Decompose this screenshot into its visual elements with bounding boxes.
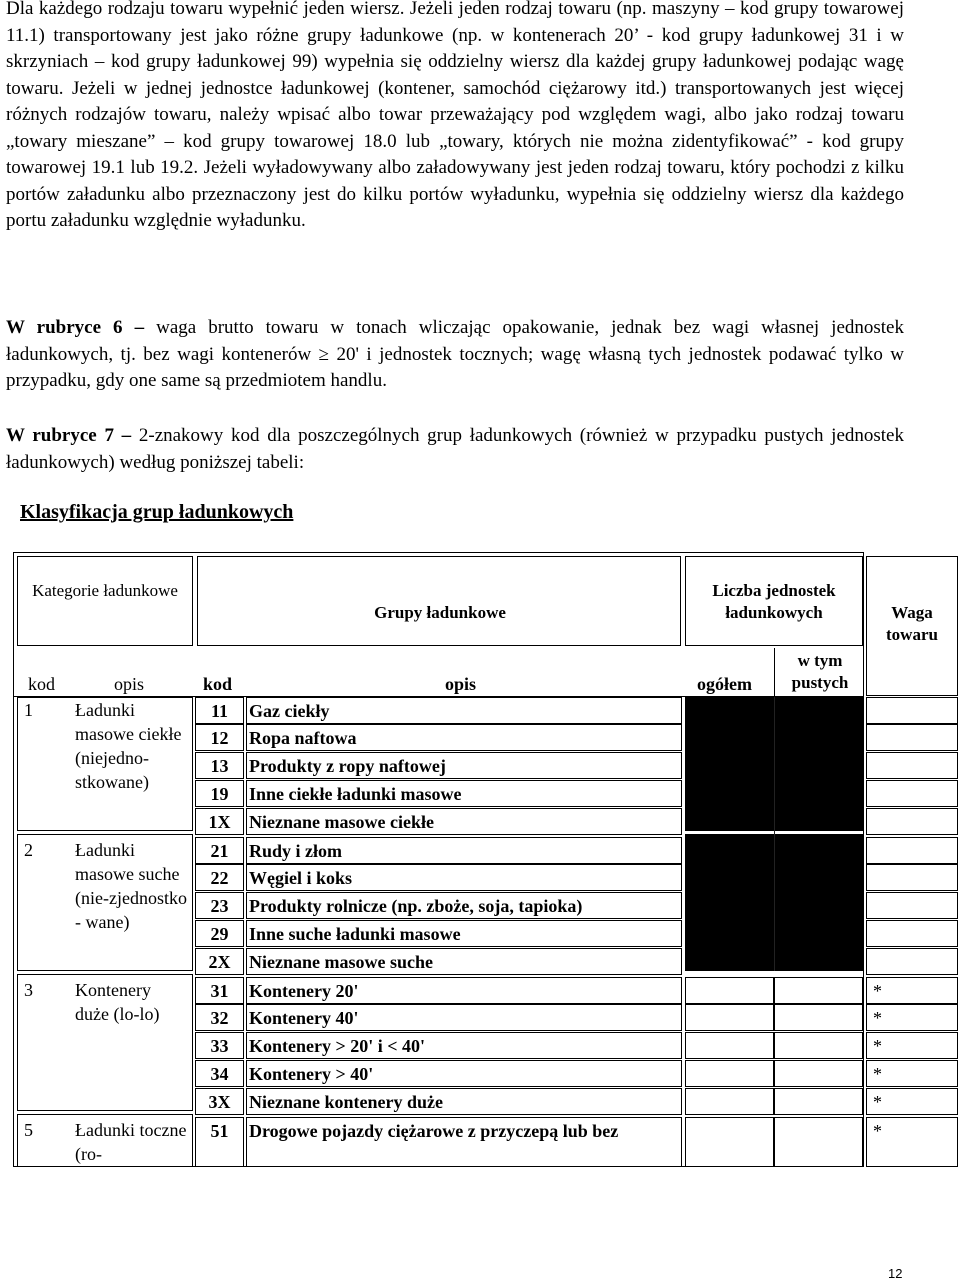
group-description: Produkty rolnicze (np. zboże, soja, tapioka) [249, 896, 583, 916]
group-code: 2X [208, 952, 231, 972]
weight-star: * [873, 1092, 882, 1112]
group-description: Drogowe pojazdy ciężarowe z przyczepą lub bez [249, 1121, 619, 1141]
liczba-divider [774, 648, 775, 696]
group-code: 1X [208, 812, 231, 832]
weight-cell [866, 864, 958, 891]
header-liczba: Liczba jednostek ładunkowych [712, 581, 836, 622]
count-cell [685, 1117, 774, 1167]
count-cell [774, 1117, 863, 1167]
category-num-1: 1 [24, 700, 33, 720]
shaded-divider [774, 697, 775, 971]
group-code: 29 [210, 924, 229, 944]
subheader-opis: opis [114, 674, 145, 694]
group-code: 51 [210, 1121, 229, 1141]
weight-star: * [873, 1036, 882, 1056]
count-cell [685, 977, 774, 1004]
group-description: Inne ciekłe ładunki masowe [249, 784, 462, 804]
weight-star: * [873, 1008, 882, 1028]
subheader-w-tym-pustych: w tym pustych [791, 651, 849, 692]
group-code: 33 [210, 1036, 229, 1056]
category-desc-3: Kontenery duże (lo-lo) [75, 980, 160, 1024]
group-code: 32 [210, 1008, 229, 1028]
group-code: 3X [208, 1092, 231, 1112]
header-box-grupy [197, 556, 681, 646]
count-cell [685, 1004, 774, 1031]
group-description: Ropa naftowa [249, 728, 357, 748]
weight-cell [866, 697, 958, 724]
rubric-7-label: W rubryce 7 – [6, 425, 132, 446]
group-description: Produkty z ropy naftowej [249, 756, 446, 776]
group-description: Nieznane kontenery duże [249, 1092, 443, 1112]
group-description: Kontenery 20' [249, 981, 359, 1001]
count-cell [685, 1060, 774, 1087]
classification-heading: Klasyfikacja grup ładunkowych [20, 501, 294, 523]
rubric-7-text: 2-znakowy kod dla poszczególnych grup ładunkowych (również w przypadku pustych jednostek ładunkowych) według poniższej tabeli: [6, 425, 904, 473]
count-cell [774, 1032, 863, 1059]
weight-cell [866, 837, 958, 864]
category-desc-5: Ładunki toczne (ro- [75, 1120, 187, 1164]
weight-cell [866, 724, 958, 751]
rubric-6-text-a: waga brutto towaru w tonach wliczając opakowanie, jednak bez wagi własnej jednostek ładunkowych, tj. bez wagi kontenerów [6, 317, 904, 365]
group-code: 19 [210, 784, 229, 804]
category-desc-1: Ładunki masowe ciekłe (niejedno-stkowane) [75, 700, 182, 792]
weight-cell [866, 920, 958, 947]
group-description: Węgiel i koks [249, 868, 353, 888]
group-code: 31 [210, 981, 229, 1001]
weight-cell [866, 808, 958, 835]
group-code: 21 [210, 841, 229, 861]
count-cell [685, 1088, 774, 1115]
subheader-kod-grupy: kod [203, 674, 233, 694]
weight-cell [866, 780, 958, 807]
category-num-3: 3 [24, 980, 33, 1000]
subheader-ogolem: ogółem [697, 674, 752, 694]
weight-cell [866, 752, 958, 779]
weight-star: * [873, 1064, 882, 1084]
group-description: Nieznane masowe suche [249, 952, 433, 972]
rubric-7-paragraph [6, 423, 904, 476]
page-number: 12 [888, 1266, 903, 1281]
header-waga: Waga towaru [886, 603, 938, 644]
category-desc-2: Ładunki masowe suche (nie-zjednostko - wane) [75, 840, 187, 932]
weight-star: * [873, 1121, 882, 1141]
greater-equal-symbol: ≥ [318, 343, 330, 365]
category-num-2: 2 [24, 840, 33, 860]
count-cell [685, 1032, 774, 1059]
intro-paragraph: Dla każdego rodzaju towaru wypełnić jeden wiersz. Jeżeli jeden rodzaj towaru (np. maszyny – kod grupy towarowej 11.1) transportowany jest jako różne grupy ładunkowe (np. w kontenerach 20’ - kod grupy ładunkowej 31 i w skrzyniach – kod grupy ładunkowej 99) wypełnia się oddzielny wiersz dla każdej grupy ładunkowej podając wagę towaru. Jeżeli w jednej jednostce ładunkowej (kontener, samochód ciężarowy itd.) transportowanych jest więcej różnych rodzajów towaru, należy wpisać albo towar przeważający pod względem wagi, albo jako rodzaj towaru „towary mieszane” – kod grupy towarowej 18.0 lub „towary, których nie można zidentyfikować” - kod grupy towarowej 19.1 lub 19.2. Jeżeli wyładowywany albo załadowywany jest jeden rodzaj towaru, który pochodzi z kilku portów załadunku albo przeznaczony jest do kilku portów wyładunku, wypełnia się oddzielny wiersz dla każdego portu załadunku względnie wyładunku. [6, 0, 904, 231]
group-code: 34 [210, 1064, 229, 1084]
group-description: Gaz ciekły [249, 701, 330, 721]
group-code: 23 [210, 896, 229, 916]
weight-cell [866, 948, 958, 975]
rubric-6-paragraph [6, 315, 904, 395]
group-code: 13 [210, 756, 229, 776]
group-description: Rudy i złom [249, 841, 343, 861]
rubric-6-text-b: 20' i jednostek tocznych; wagę własną tych jednostek podawać tylko w przypadku, gdy one same są przedmiotem handlu. [6, 343, 904, 391]
rubric-6-label: W rubryce 6 – [6, 317, 145, 338]
subheader-opis-grupy: opis [445, 674, 477, 694]
group-description: Kontenery 40' [249, 1008, 359, 1028]
header-kategorie: Kategorie ładunkowe [32, 581, 178, 600]
weight-star: * [873, 981, 882, 1001]
group-code: 11 [210, 701, 228, 721]
count-cell [774, 1004, 863, 1031]
group-description: Kontenery > 20' i < 40' [249, 1036, 426, 1056]
header-grupy: Grupy ładunkowe [374, 603, 506, 622]
group-description: Nieznane masowe ciekłe [249, 812, 434, 832]
weight-cell [866, 892, 958, 919]
group-description: Kontenery > 40' [249, 1064, 374, 1084]
count-cell [774, 1060, 863, 1087]
category-num-5: 5 [24, 1120, 33, 1140]
count-cell [774, 1088, 863, 1115]
group-description: Inne suche ładunki masowe [249, 924, 461, 944]
group-code: 22 [210, 868, 229, 888]
count-cell [774, 977, 863, 1004]
group-code: 12 [210, 728, 229, 748]
subheader-kod: kod [28, 674, 55, 694]
